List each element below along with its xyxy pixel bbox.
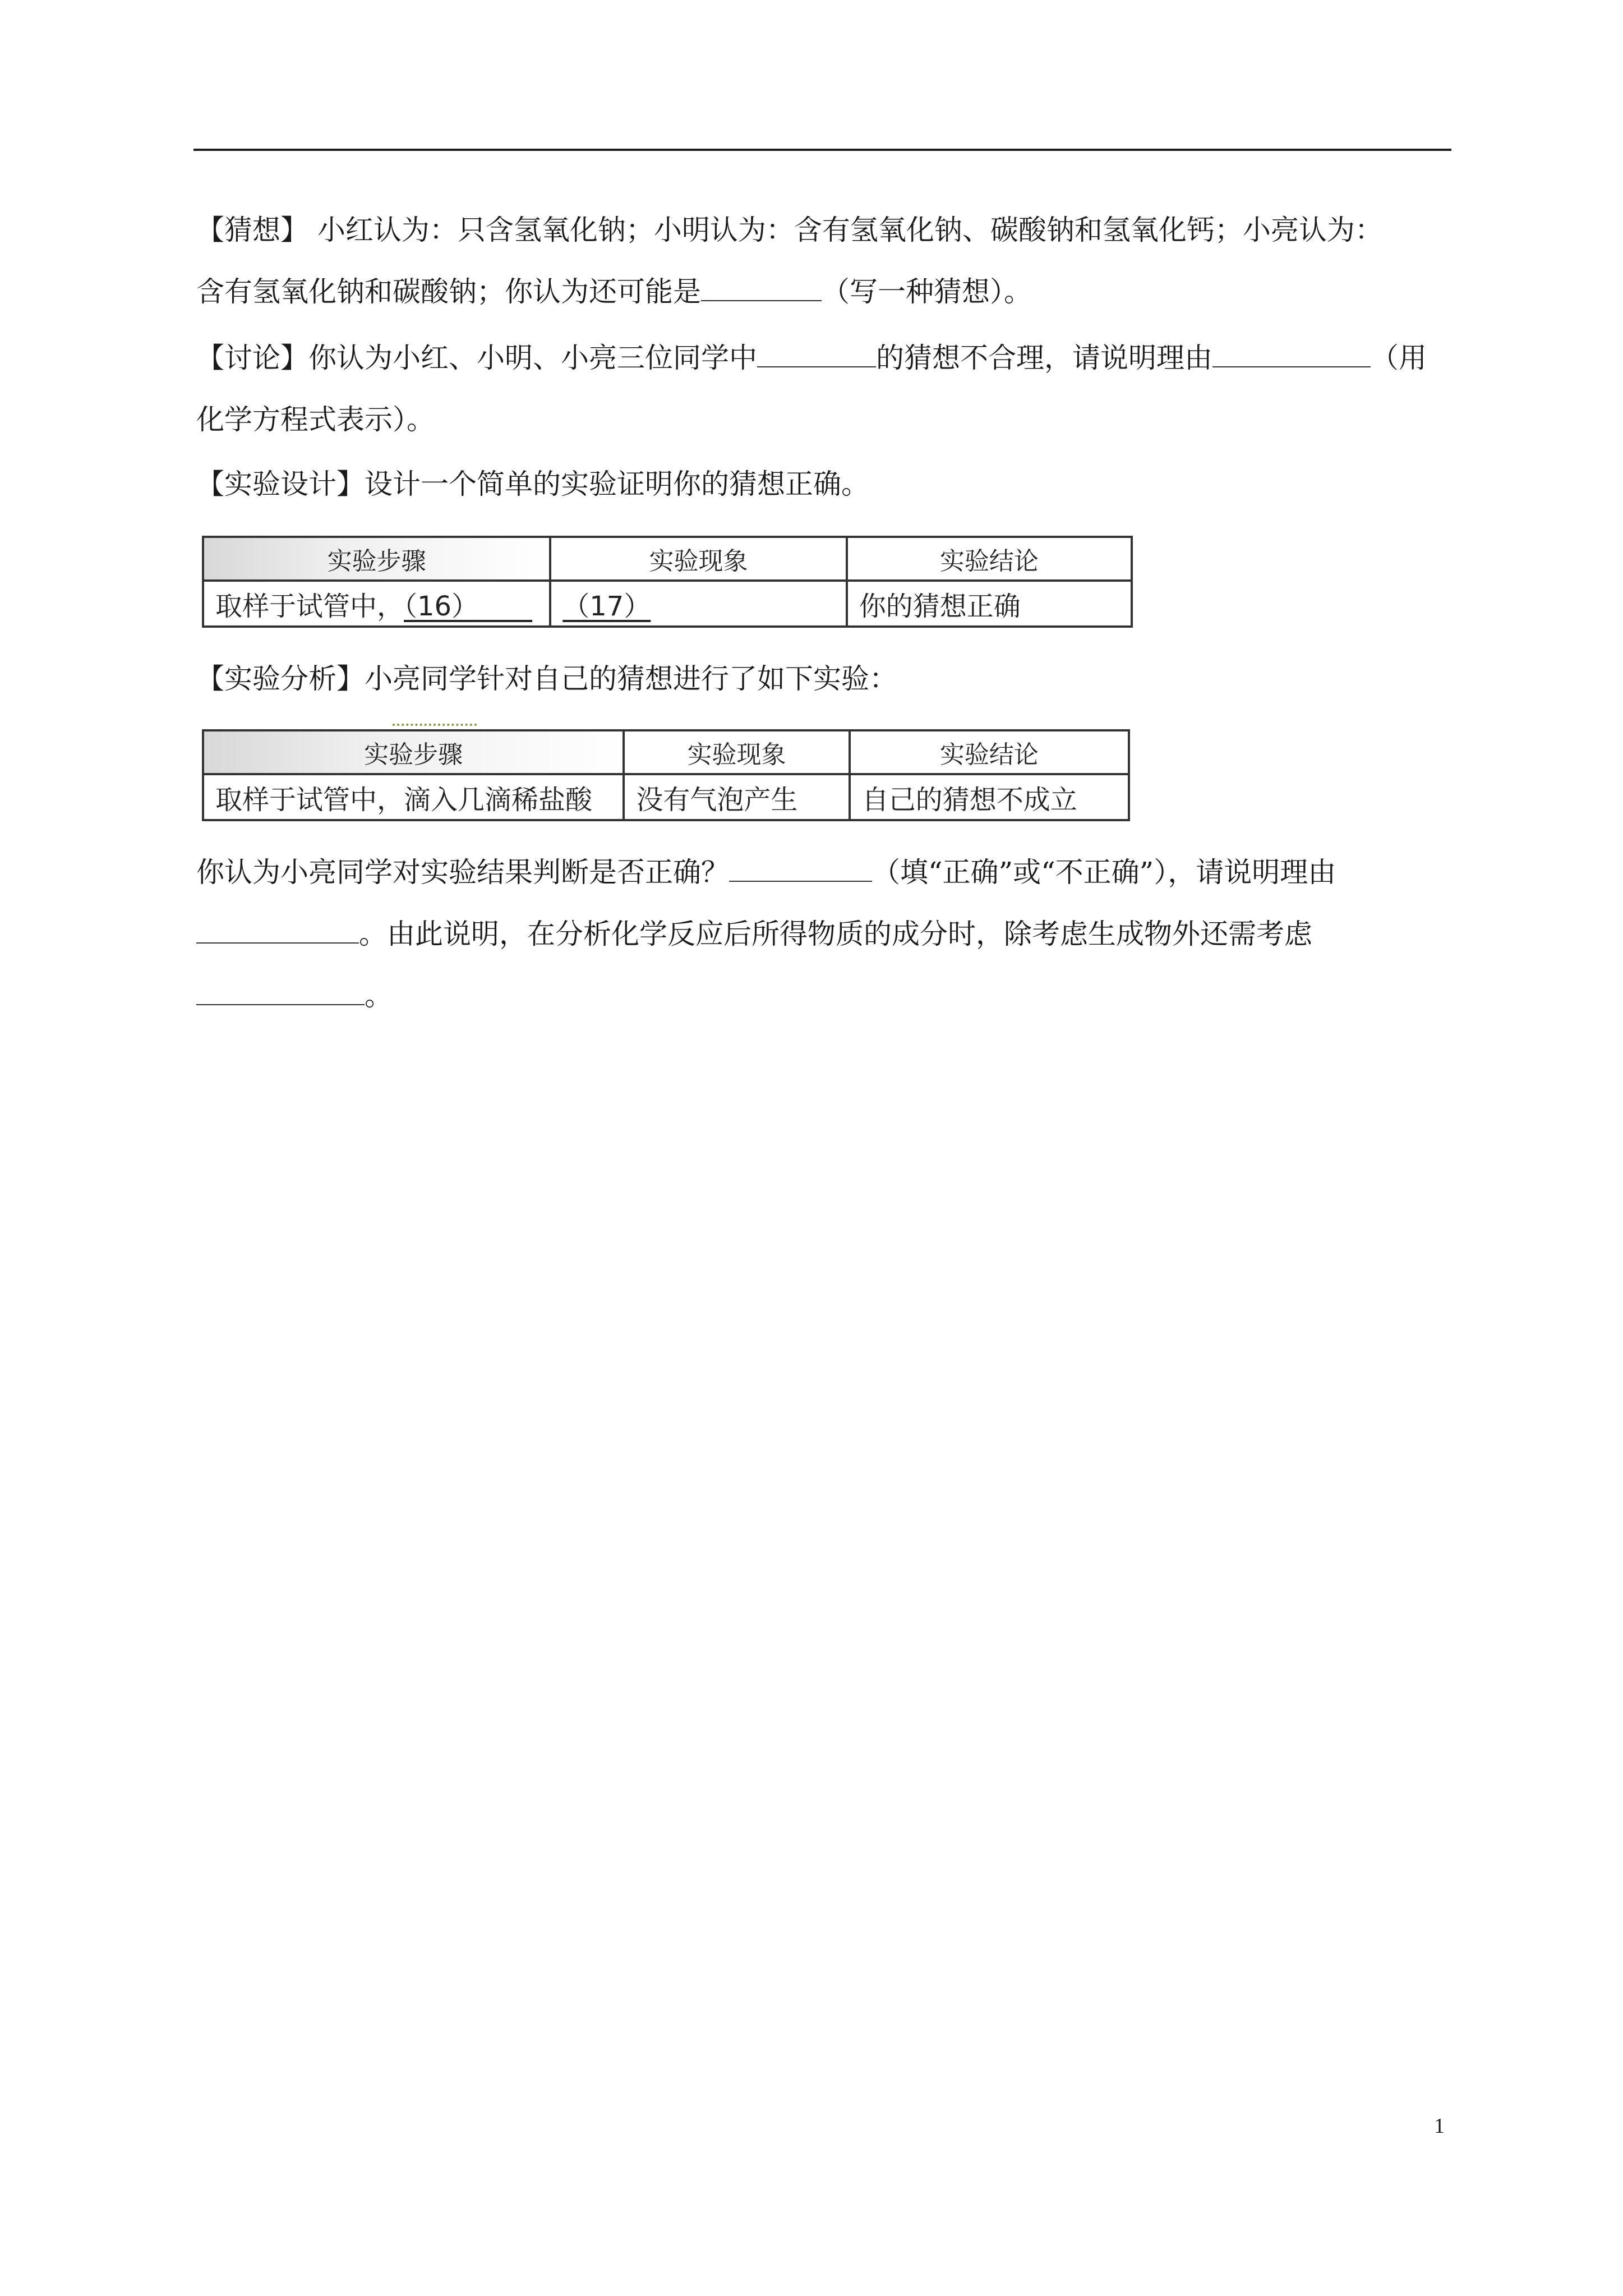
step-cell: 取样于试管中，滴入几滴稀盐酸 <box>203 774 624 820</box>
discussion-reason-text: 的猜想不合理，请说明理由 <box>876 342 1212 374</box>
guess-hint: （写一种猜想）。 <box>822 275 1032 308</box>
question-line-2 <box>196 903 1453 965</box>
answer-blank-16[interactable]: （16） <box>404 590 479 622</box>
guess-text: 含有氢氧化钠和碳酸钠；你认为还可能是 <box>196 275 701 308</box>
reason-blank[interactable] <box>196 917 359 944</box>
discussion-paragraph <box>196 327 1453 450</box>
header-phenomenon: 实验现象 <box>550 537 846 581</box>
discussion-hint-start: （用 <box>1371 342 1427 374</box>
design-table <box>202 536 1133 628</box>
answer-blank-16-tail <box>478 591 532 622</box>
header-rule <box>193 149 1451 151</box>
judgement-blank[interactable] <box>729 855 872 882</box>
header-step: 实验步骤 <box>203 730 624 774</box>
header-step: 实验步骤 <box>203 537 550 581</box>
phenomenon-cell <box>550 581 846 627</box>
guess-line-2 <box>196 261 1453 323</box>
conclusion-cell: 你的猜想正确 <box>847 581 1132 627</box>
guess-answer-blank[interactable] <box>701 275 822 301</box>
discussion-name-blank[interactable] <box>757 341 876 367</box>
question-continuation: 。由此说明，在分析化学反应后所得物质的成分时，除考虑生成物外还需考虑 <box>359 918 1312 950</box>
discussion-line-2: 化学方程式表示）。 <box>196 403 435 436</box>
guess-paragraph <box>196 199 1453 323</box>
conclusion-cell: 自己的猜想不成立 <box>850 774 1129 820</box>
design-heading: 【实验设计】设计一个简单的实验证明你的猜想正确。 <box>196 468 869 500</box>
analysis-heading: 【实验分析】小亮同学针对自己的猜想进行了如下实验： <box>196 662 897 695</box>
header-conclusion: 实验结论 <box>850 730 1129 774</box>
question-paragraph <box>196 841 1453 1027</box>
discussion-text: 【讨论】你认为小红、小明、小亮三位同学中 <box>196 342 757 374</box>
table-header-row <box>203 537 1132 581</box>
page-number: 1 <box>1434 2114 1445 2138</box>
discussion-reason-blank[interactable] <box>1212 341 1371 367</box>
discussion-line-1 <box>196 327 1453 389</box>
analysis-table <box>202 729 1130 821</box>
consider-blank[interactable] <box>196 979 365 1005</box>
question-line-3 <box>196 965 1453 1027</box>
table-row <box>203 774 1129 820</box>
question-text: 你认为小亮同学对实验结果判断是否正确？ <box>196 856 729 889</box>
spellcheck-underline <box>393 724 477 726</box>
step-cell <box>203 581 550 627</box>
table-row <box>203 581 1132 627</box>
header-phenomenon: 实验现象 <box>624 730 849 774</box>
question-line-1 <box>196 841 1453 903</box>
guess-line-1: 【猜想】 小红认为：只含氢氧化钠；小明认为：含有氢氧化钠、碳酸钠和氢氧化钙；小亮认为： <box>196 214 1383 246</box>
question-end: 。 <box>365 979 393 1012</box>
step-prefix: 取样于试管中， <box>215 590 404 622</box>
header-conclusion: 实验结论 <box>847 537 1132 581</box>
question-hint: （填“正确”或“不正确”），请说明理由 <box>872 856 1336 889</box>
table-header-row <box>203 730 1129 774</box>
answer-blank-17[interactable]: （17） <box>562 590 651 622</box>
phenomenon-cell: 没有气泡产生 <box>624 774 849 820</box>
